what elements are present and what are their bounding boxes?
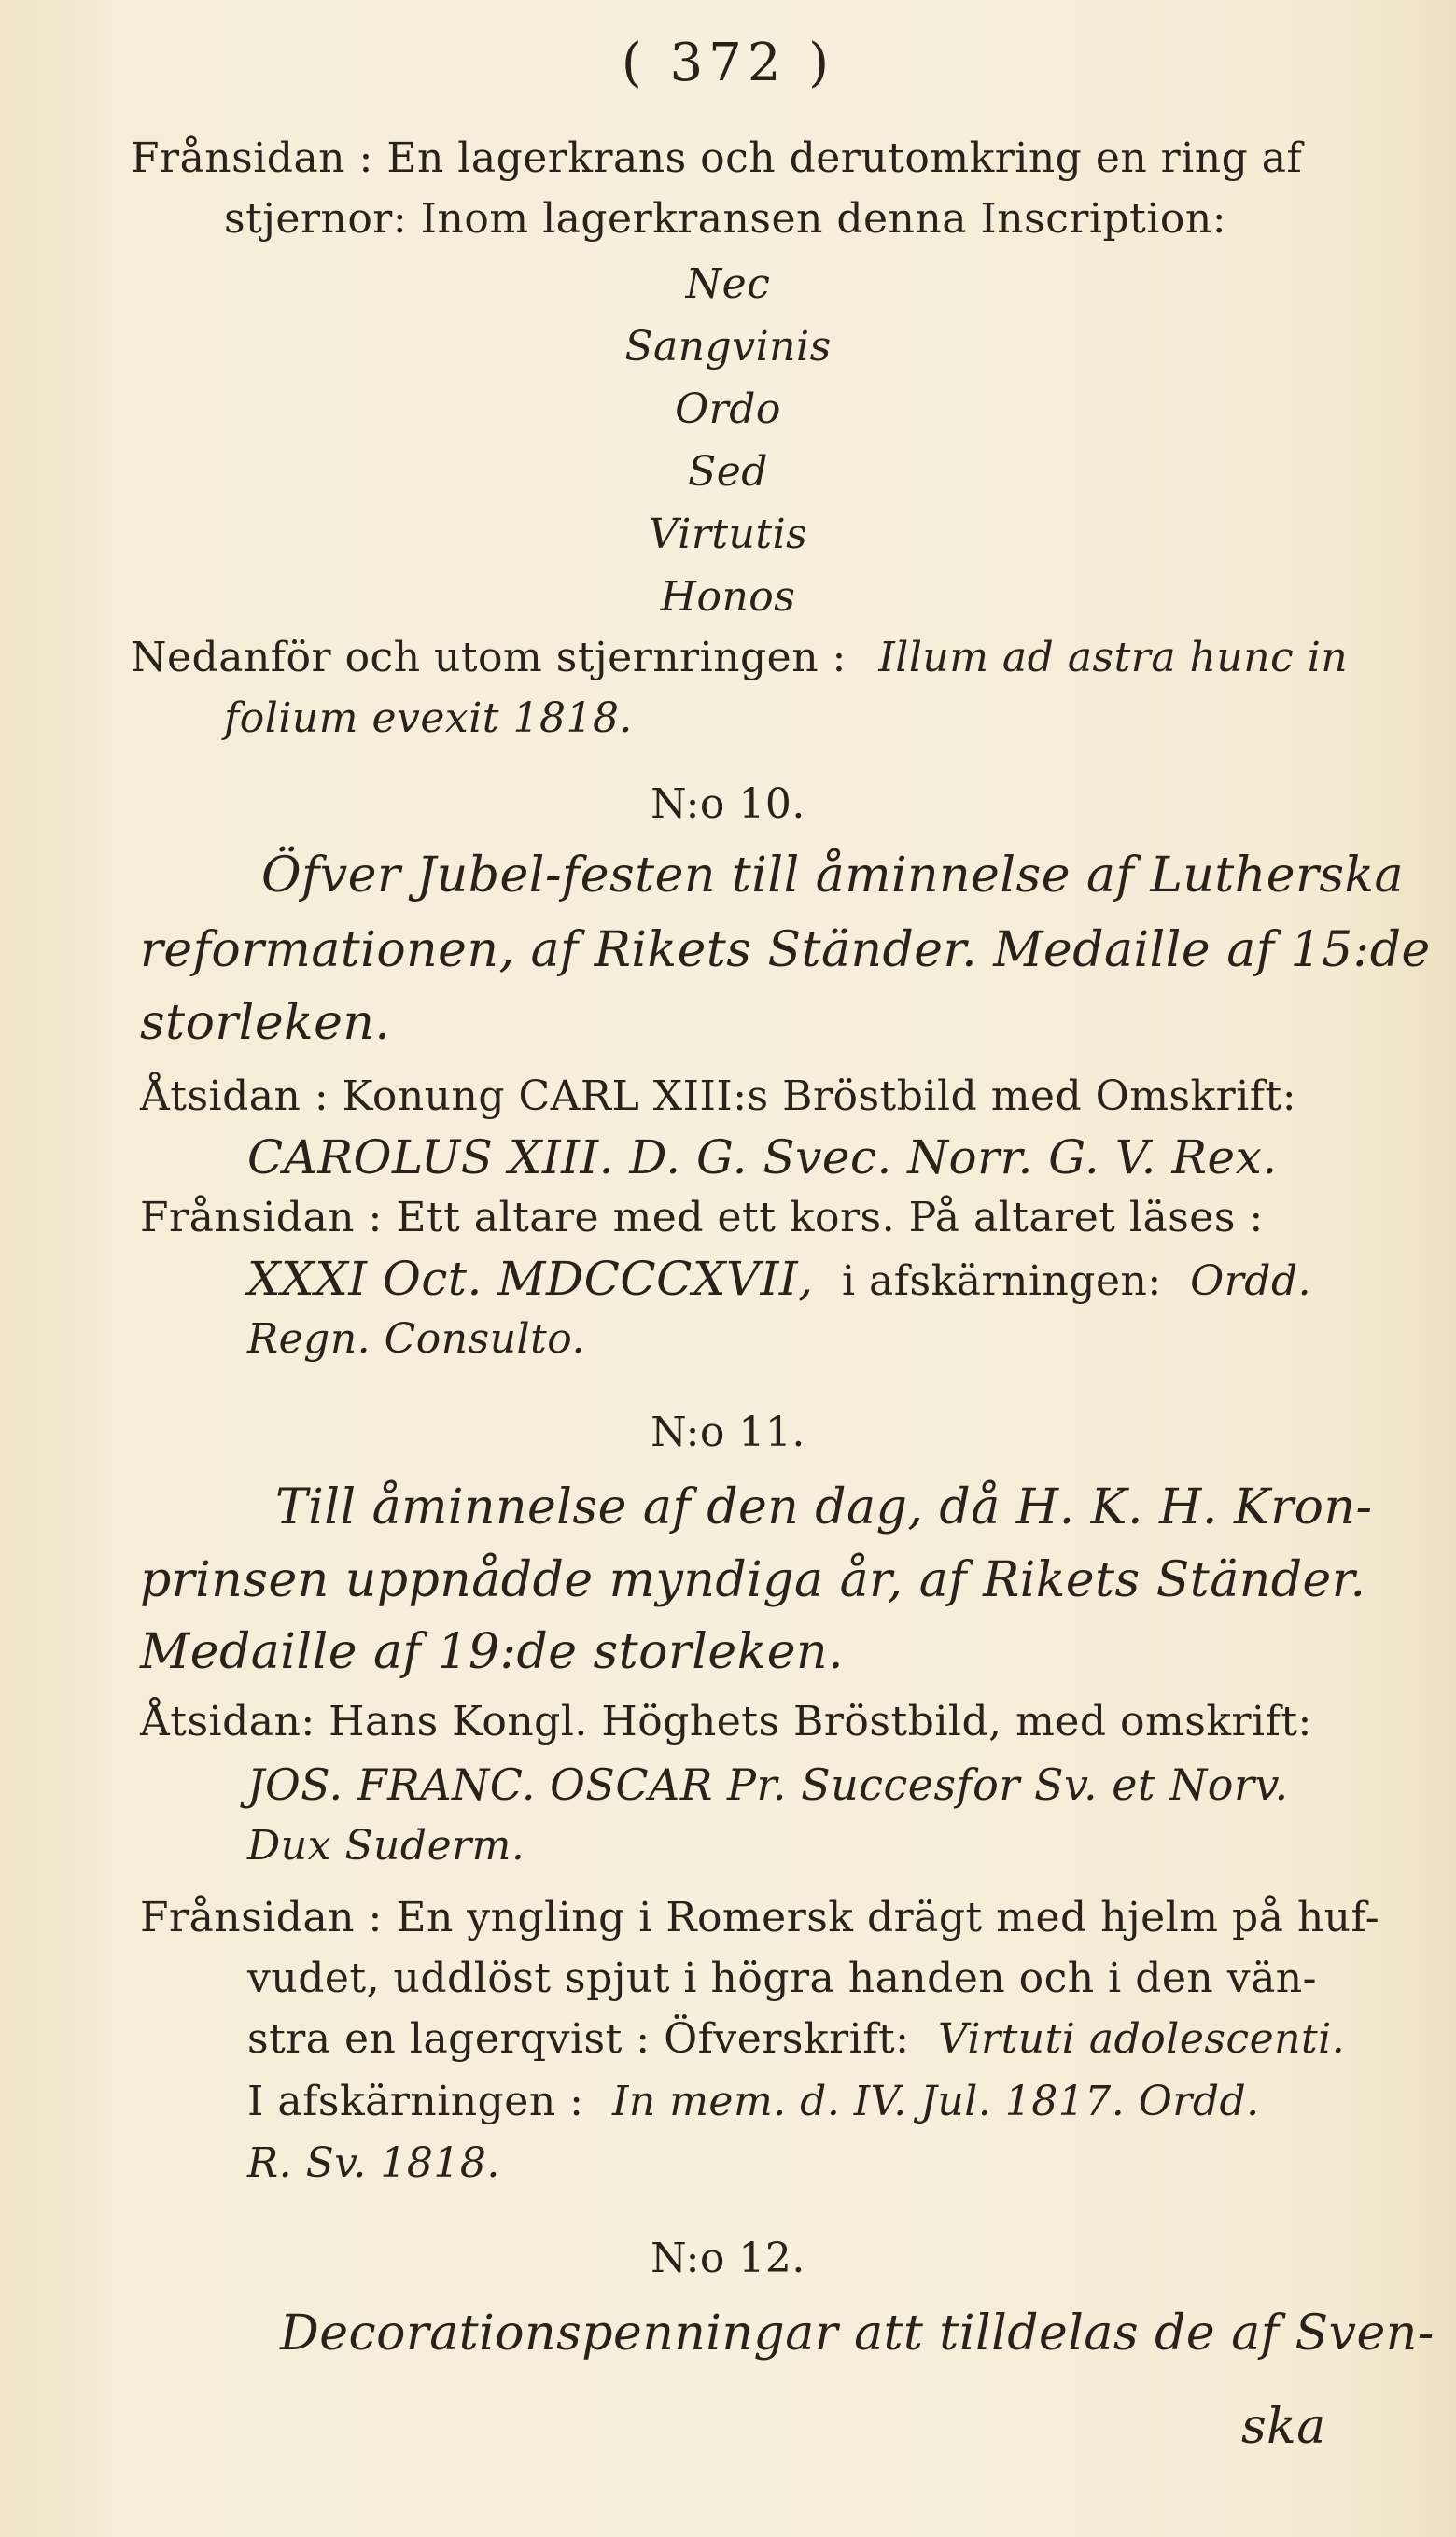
inscription-line-6: Honos (660, 573, 796, 621)
no10-atsidan-line-1: Åtsidan : Konung CARL XIII:s Bröstbild med Omskrift: (140, 1072, 1297, 1120)
inscription-line-4: Sed (688, 448, 768, 496)
fransidan-line-2: stjernor: Inom lagerkransen denna Inscription: (224, 195, 1227, 243)
section-number-10: N:o 10. (651, 780, 805, 828)
nedanfor-line-1 (131, 630, 1348, 686)
no10-fransidan-line-3: Regn. Consulto. (247, 1315, 586, 1363)
inscription-line-5: Virtutis (648, 511, 808, 558)
nedanfor-line-2: folium evexit 1818. (224, 694, 633, 742)
no10-title-line-1: Öfver Jubel-festen till åminnelse af Lutherska (261, 848, 1405, 904)
no10-title-line-2: reformationen, af Rikets Ständer. Medaille af 15:de (140, 922, 1431, 978)
no11-fransidan-line-2: vudet, uddlöst spjut i högra handen och i den vän- (247, 1955, 1318, 2002)
no10-fransidan-line-2 (247, 1251, 1311, 1310)
no11-fransidan-line-1: Frånsidan : En yngling i Romersk drägt med hjelm på huf- (140, 1894, 1380, 1941)
no10-afskarningen: i afskärningen: (841, 1257, 1162, 1305)
no11-afskarningen-text: In mem. d. IV. Jul. 1817. Ordd. (612, 2078, 1260, 2125)
nedanfor-latin: Illum ad astra hunc in (878, 634, 1349, 681)
fransidan-line-1: Frånsidan : En lagerkrans och derutomkring en ring af (131, 134, 1303, 182)
nedanfor-label: Nedanför och utom stjernringen : (131, 634, 847, 681)
no11-ofverskrift-label: stra en lagerqvist : Öfverskrift: (247, 2015, 910, 2063)
inscription-line-2: Sangvinis (624, 323, 832, 371)
no11-atsidan-line-2: JOS. FRANC. OSCAR Pr. Succesfor Sv. et Norv. (247, 1759, 1289, 1810)
section-number-11: N:o 11. (651, 1409, 805, 1456)
catchword: ska (1241, 2399, 1326, 2455)
no10-date: XXXI Oct. MDCCCXVII, (247, 1252, 814, 1306)
no10-ordd: Ordd. (1190, 1257, 1312, 1305)
inscription-line-3: Ordo (675, 385, 781, 433)
section-number-12: N:o 12. (651, 2235, 805, 2282)
no11-fransidan-line-4 (247, 2074, 1260, 2130)
no10-title-line-3: storleken. (140, 995, 391, 1051)
no11-atsidan-line-3: Dux Suderm. (247, 1822, 525, 1870)
no11-title-line-3: Medaille af 19:de storleken. (140, 1624, 845, 1680)
no10-atsidan-line-2: CAROLUS XIII. D. G. Svec. Norr. G. V. Rex. (247, 1130, 1278, 1184)
no11-ofverskrift-text: Virtuti adolescenti. (938, 2015, 1346, 2063)
page-number: ( 372 ) (621, 33, 835, 93)
no11-title-line-1: Till åminnelse af den dag, då H. K. H. Kron- (275, 1479, 1373, 1535)
no11-fransidan-line-5: R. Sv. 1818. (247, 2139, 500, 2187)
no10-fransidan-line-1: Frånsidan : Ett altare med ett kors. På altaret läses : (140, 1194, 1264, 1241)
no11-title-line-2: prinsen uppnådde myndiga år, af Rikets Ständer. (140, 1552, 1366, 1608)
no11-fransidan-line-3 (247, 2011, 1345, 2067)
inscription-line-1: Nec (685, 260, 771, 308)
no12-title-line-1: Decorationspenningar att tilldelas de af Sven- (280, 2306, 1435, 2362)
no11-afskarningen-label: I afskärningen : (247, 2078, 584, 2125)
no11-atsidan-line-1: Åtsidan: Hans Kongl. Höghets Bröstbild, med omskrift: (140, 1698, 1312, 1745)
